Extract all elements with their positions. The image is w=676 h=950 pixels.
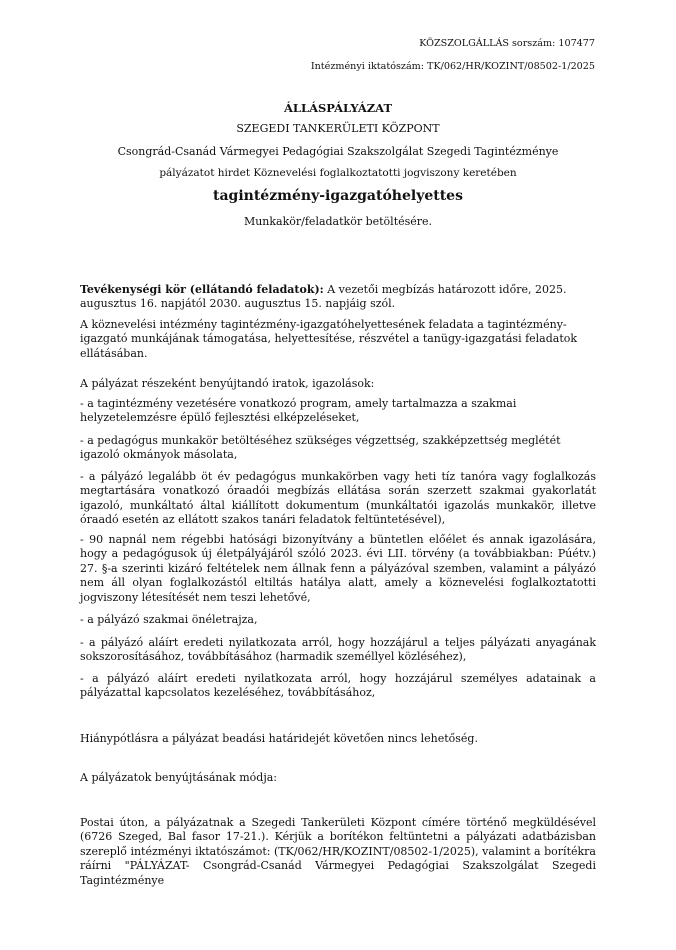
filing-number: Intézményi iktatószám: TK/062/HR/KOZINT/08502-1/2025: [310, 61, 595, 72]
announcement-line: pályázatot hirdet Köznevelési foglalkoztatotti jogviszony keretében: [159, 167, 517, 179]
duties-paragraph: A köznevelési intézmény tagintézmény-igazgatóhelyettesének feladata a tagintézmény-igazgató munkájának támogatása, helyettesítése, részvétel a tanügy-igazgatási feladatok ellátásában.: [80, 318, 578, 360]
submission-paragraph: Postai úton, a pályázatnak a Szegedi Tankerületi Központ címére történő megküldésével (6726 Szeged, Bal fasor 17-21.). Kérjük a borítékon feltüntetni a pályázati adatbázisban szereplő intézményi iktatószámot: (TK/062/HR/KOZINT/08502-1/2025), valamint a borítékra ráírni "PÁLYÁZAT- Csongrád-Csanád Vármegyei Pedagógiai Szakszolgálat Szegedi Tagintézménye: [80, 816, 596, 887]
purpose-line: Munkakör/feladatkör betöltésére.: [243, 215, 433, 228]
position-title: tagintézmény-igazgatóhelyettes: [213, 188, 463, 204]
document-title: ÁLLÁSPÁLYÁZAT: [283, 101, 393, 115]
scope-paragraph: [80, 283, 596, 312]
document-item: - 90 napnál nem régebbi hatósági bizonyítvány a büntetlen előélet és annak igazolására, hogy a pedagógusok új életpályájáról szóló 2023. évi LII. törvény (a továbbiakban: Púétv.) 27. §-a szerinti kizáró feltételek nem állnak fenn a pályázóval szemben, valamint a pályázó nem áll olyan foglalkozástól eltiltás hatálya alatt, amely a köznevelési foglalkoztatotti jogviszony létesítését nem teszi lehetővé,: [80, 533, 596, 604]
document-item: - a pályázó legalább öt év pedagógus munkakörben vagy heti tíz tanóra vagy foglalkozás megtartására vonatkozó óraadói megbízás ellátása során szerzett szakmai gyakorlatát igazoló, munkáltató által kiállított dokumentum (munkáltatói igazolás munkakör, illetve óraadó esetén az ellátott szakos tanári feladatok feltüntetésével),: [80, 470, 596, 527]
documents-heading: A pályázat részeként benyújtandó iratok, igazolások:: [80, 377, 375, 390]
organization-name: SZEGEDI TANKERÜLETI KÖZPONT: [236, 122, 440, 135]
scope-text: A vezetői megbízás határozott időre, 2025. augusztus 16. napjától 2030. augusztus 15. napjáig szól.: [80, 283, 567, 311]
document-item: - a tagintézmény vezetésére vonatkozó program, amely tartalmazza a szakmai helyzetelemzésre épülő fejlesztési elképzeléseket,: [80, 397, 517, 425]
document-item: - a pályázó aláírt eredeti nyilatkozata arról, hogy hozzájárul a teljes pályázati anyagának sokszorosításához, továbbításához (harmadik személlyel közléséhez),: [80, 636, 596, 664]
document-item: - a pedagógus munkakör betöltéséhez szükséges végzettség, szakképzettség meglétét igazoló okmányok másolata,: [80, 434, 561, 462]
serial-number: KÖZSZOLGÁLLÁS sorszám: 107477: [419, 38, 595, 49]
document-item: - a pályázó szakmai önéletrajza,: [80, 613, 258, 626]
no-supplement-note: Hiánypótlásra a pályázat beadási határidejét követően nincs lehetőség.: [80, 732, 478, 745]
submission-heading: A pályázatok benyújtásának módja:: [80, 771, 277, 784]
unit-name: Csongrád-Csanád Vármegyei Pedagógiai Szakszolgálat Szegedi Tagintézménye: [117, 145, 559, 158]
document-item: - a pályázó aláírt eredeti nyilatkozata arról, hogy hozzájárul személyes adatainak a pályázattal kapcsolatos kezeléséhez, továbbításához,: [80, 672, 596, 700]
scope-label: Tevékenységi kör (ellátandó feladatok):: [80, 283, 324, 296]
